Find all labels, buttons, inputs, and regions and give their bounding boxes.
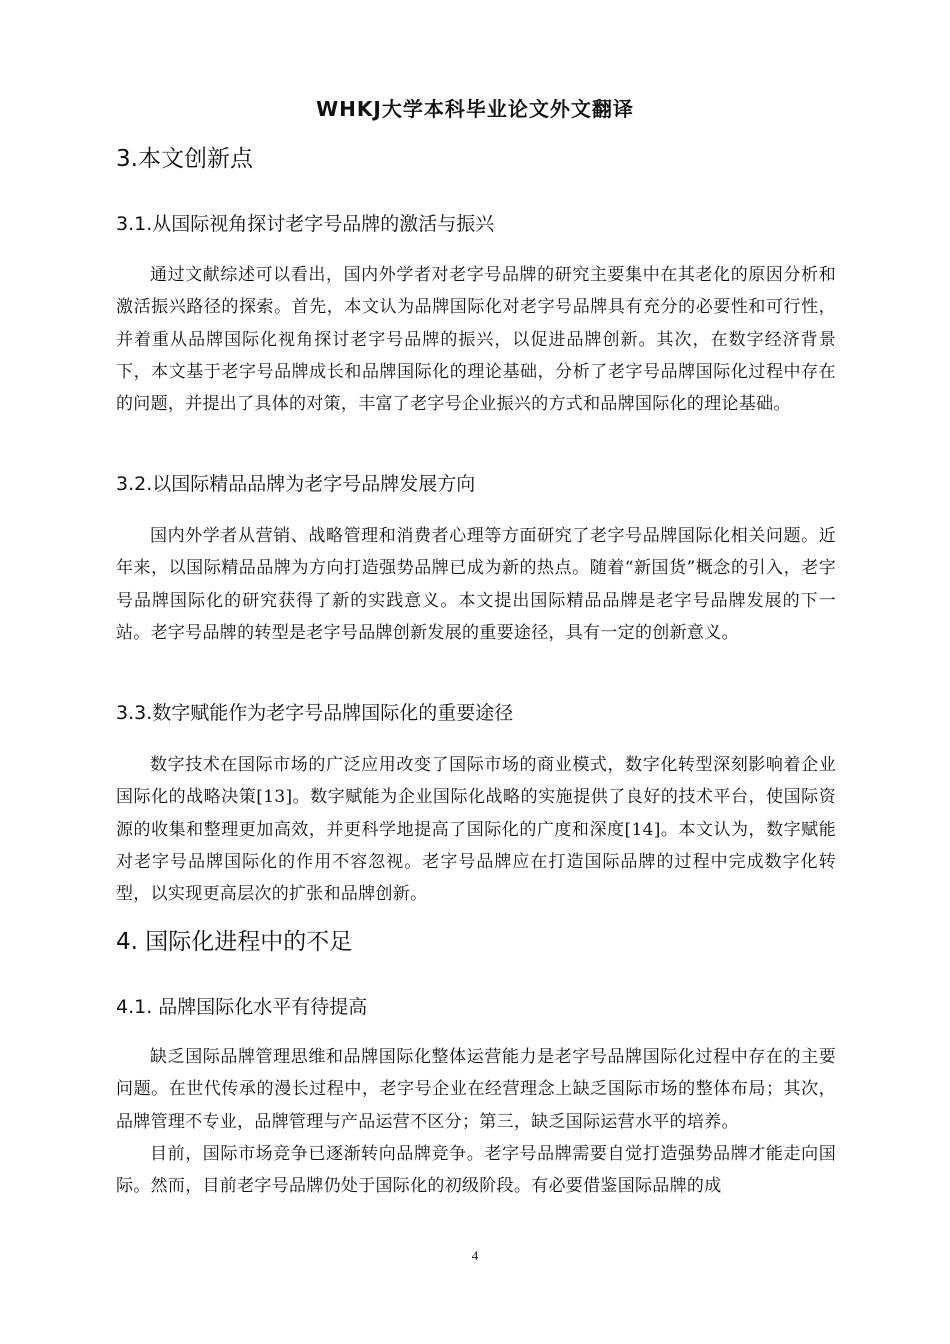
- section-3-3-heading-block: [116, 700, 836, 726]
- heading-3-3: 3.3.数字赋能作为老字号品牌国际化的重要途径: [116, 702, 514, 724]
- section-3-2-heading-block: [116, 471, 836, 497]
- paragraph-4-1-a: 缺乏国际品牌管理思维和品牌国际化整体运营能力是老字号品牌国际化过程中存在的主要问题。在世代传承的漫长过程中，老字号企业在经营理念上缺乏国际市场的整体布局；其次，品牌管理不专业，品牌管理与产品运营不区分；第三，缺乏国际运营水平的培养。: [116, 1047, 836, 1132]
- heading-3: 3.本文创新点: [116, 146, 253, 172]
- section-3-heading: [116, 144, 836, 174]
- section-3-2-body: [116, 520, 836, 649]
- page-number: 4: [471, 1248, 479, 1263]
- heading-4: 4. 国际化进程中的不足: [116, 929, 353, 955]
- heading-4-1: 4.1. 品牌国际化水平有待提高: [116, 996, 368, 1018]
- section-3-1-heading-block: [116, 211, 836, 237]
- section-4-heading-block: [116, 927, 836, 957]
- section-3-1-body: [116, 259, 836, 420]
- paragraph-3-2: 国内外学者从营销、战略管理和消费者心理等方面研究了老字号品牌国际化相关问题。近年来，以国际精品品牌为方向打造强势品牌已成为新的热点。随着“新国货”概念的引入，老字号品牌国际化的研究获得了新的实践意义。本文提出国际精品品牌是老字号品牌发展的下一站。老字号品牌的转型是老字号品牌创新发展的重要途径，具有一定的创新意义。: [116, 526, 836, 643]
- paragraph-3-3: 数字技术在国际市场的广泛应用改变了国际市场的商业模式，数字化转型深刻影响着企业国际化的战略决策[13]。数字赋能为企业国际化战略的实施提供了良好的技术平台，使国际资源的收集和整理更加高效，并更科学地提高了国际化的广度和深度[14]。本文认为，数字赋能对老字号品牌国际化的作用不容忽视。老字号品牌应在打造国际品牌的过程中完成数字化转型，以实现更高层次的扩张和品牌创新。: [116, 755, 836, 905]
- section-4-1-body: [116, 1041, 836, 1202]
- heading-3-2: 3.2.以国际精品品牌为老字号品牌发展方向: [116, 473, 476, 495]
- paragraph-3-1: 通过文献综述可以看出，国内外学者对老字号品牌的研究主要集中在其老化的原因分析和激活振兴路径的探索。首先，本文认为品牌国际化对老字号品牌具有充分的必要性和可行性，并着重从品牌国际化视角探讨老字号品牌的振兴，以促进品牌创新。其次，在数字经济背景下，本文基于老字号品牌成长和品牌国际化的理论基础，分析了老字号品牌国际化过程中存在的问题，并提出了具体的对策，丰富了老字号企业振兴的方式和品牌国际化的理论基础。: [116, 265, 836, 415]
- section-3-3-body: [116, 749, 836, 910]
- paragraph-4-1-b: 目前，国际市场竞争已逐渐转向品牌竞争。老字号品牌需要自觉打造强势品牌才能走向国际。然而，目前老字号品牌仍处于国际化的初级阶段。有必要借鉴国际品牌的成: [116, 1143, 836, 1197]
- page-header-title: WHKJ大学本科毕业论文外文翻译: [316, 97, 634, 121]
- section-4-1-heading-block: [116, 994, 836, 1020]
- heading-3-1: 3.1.从国际视角探讨老字号品牌的激活与振兴: [116, 213, 495, 235]
